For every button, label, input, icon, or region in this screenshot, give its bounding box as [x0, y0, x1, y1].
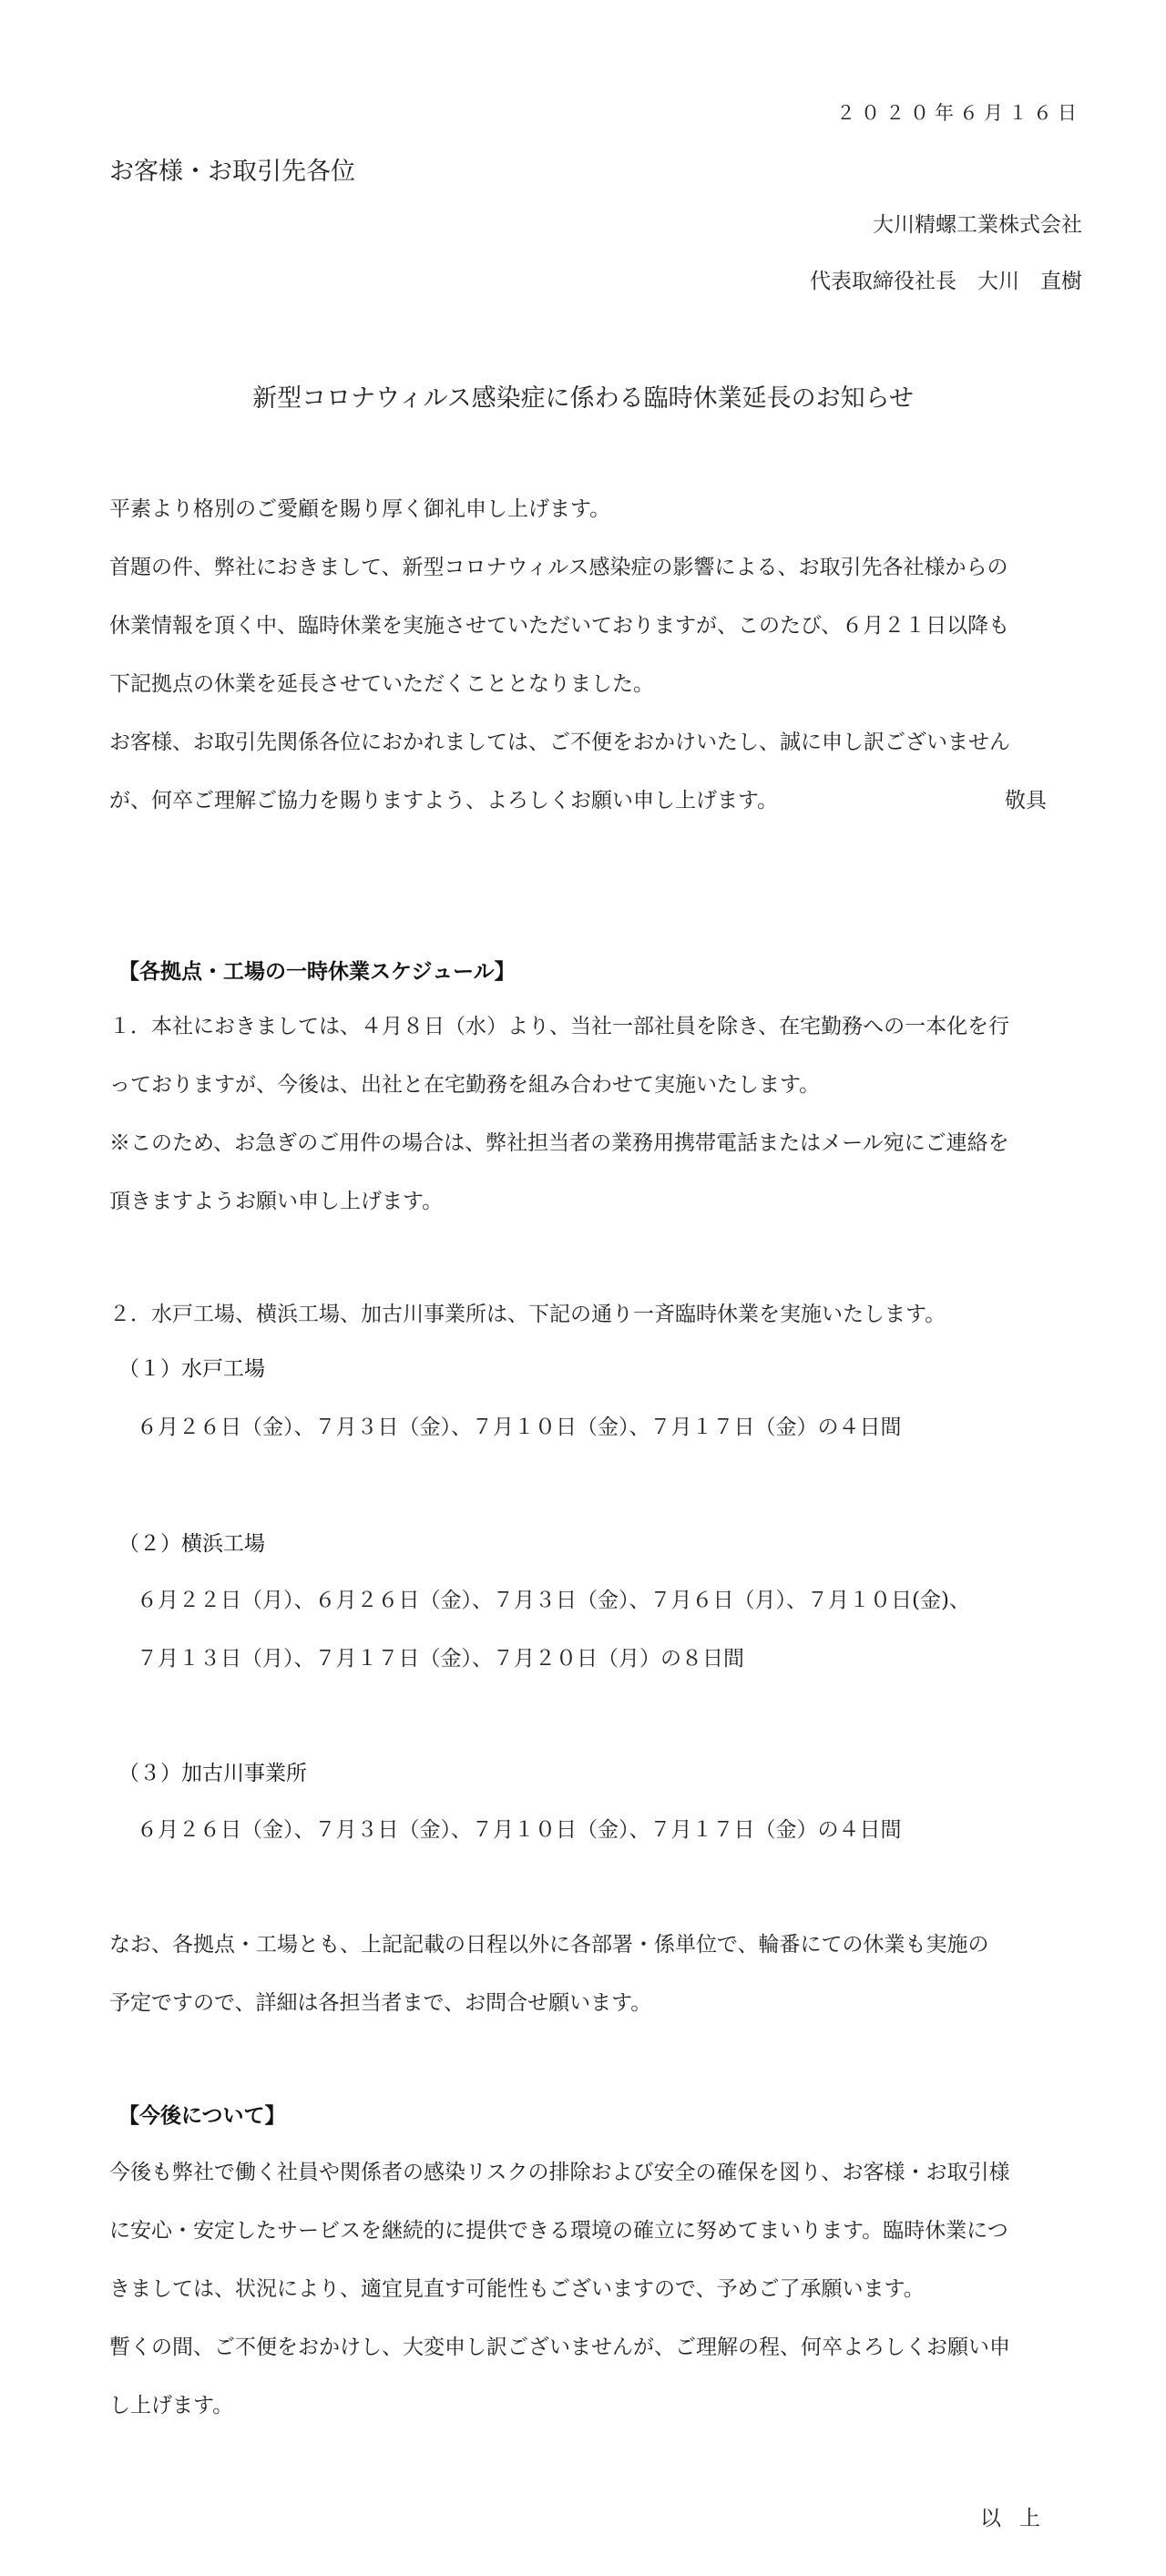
future-line: に安心・安定したサービスを継続的に提供できる環境の確立に努めてまいります。臨時休業につ — [109, 2219, 1008, 2243]
site-yokohama-dates: ７月１３日（月）、７月１７日（金）、７月２０日（月）の８日間 — [137, 1647, 744, 1671]
closing-mark: 以上 — [980, 2507, 1059, 2530]
intro-line: お客様、お取引先関係各位におかれましては、ご不便をおかけいたし、誠に申し訳ございません — [109, 731, 1010, 754]
recipient: お客様・お取引先各位 — [109, 158, 355, 186]
notice-title: 新型コロナウィルス感染症に係わる臨時休業延長のお知らせ — [252, 384, 914, 413]
future-line: 今後も弊社で働く社員や関係者の感染リスクの排除および安全の確保を図り、お客様・お取引様 — [109, 2161, 1010, 2184]
future-line: 暫くの間、ご不便をおかけし、大変申し訳ございませんが、ご理解の程、何卒よろしくお願い申 — [109, 2336, 1010, 2359]
intro-line: 休業情報を頂く中、臨時休業を実施させていただいておりますが、このたび、６月２１日以降も — [109, 614, 1010, 638]
future-heading: 【今後について】 — [118, 2104, 286, 2128]
site-yokohama-dates: ６月２２日（月）、６月２６日（金）、７月３日（金）、７月６日（月）、７月１０日(金)、 — [137, 1589, 970, 1612]
schedule-note-line: 予定ですので、詳細は各担当者まで、お問合せ願います。 — [109, 1991, 652, 2015]
intro-line: が、何卒ご理解ご協力を賜りますよう、よろしくお願い申し上げます。 — [109, 789, 779, 813]
site-kakogawa-heading: （３）加古川事業所 — [118, 1762, 307, 1785]
intro-line: 下記拠点の休業を延長させていただくこととなりました。 — [109, 672, 654, 696]
site-kakogawa-dates: ６月２６日（金）、７月３日（金）、７月１０日（金）、７月１７日（金）の４日間 — [137, 1818, 902, 1842]
schedule-item1-line: １．本社におきましては、４月８日（水）より、当社一部社員を除き、在宅勤務への一本化を行 — [109, 1015, 1010, 1038]
schedule-item1-line: 頂きますようお願い申し上げます。 — [109, 1190, 444, 1213]
keigu-signoff: 敬具 — [1005, 789, 1047, 813]
schedule-note-line: なお、各拠点・工場とも、上記記載の日程以外に各部署・係単位で、輪番にての休業も実施の — [109, 1933, 989, 1957]
issue-date: ２０２０年６月１６日 — [836, 102, 1082, 124]
intro-line: 首題の件、弊社におきまして、新型コロナウィルス感染症の影響による、お取引先各社様からの — [109, 556, 1008, 579]
site-mito-heading: （１）水戸工場 — [118, 1357, 265, 1381]
site-mito-dates: ６月２６日（金）、７月３日（金）、７月１０日（金）、７月１７日（金）の４日間 — [137, 1416, 902, 1439]
schedule-item2-intro: ２．水戸工場、横浜工場、加古川事業所は、下記の通り一斉臨時休業を実施いたします。 — [109, 1303, 946, 1326]
site-yokohama-heading: （２）横浜工場 — [118, 1532, 265, 1556]
intro-line: 平素より格別のご愛顧を賜り厚く御礼申し上げます。 — [109, 497, 611, 521]
future-line: きましては、状況により、適宜見直す可能性もございますので、予めご了承願います。 — [109, 2277, 925, 2301]
representative-name: 代表取締役社長 大川 直樹 — [810, 270, 1082, 293]
schedule-item1-line: ※このため、お急ぎのご用件の場合は、弊社担当者の業務用携帯電話またはメール宛にご連絡を — [109, 1131, 1009, 1155]
company-name: 大川精螺工業株式会社 — [873, 213, 1082, 237]
schedule-item1-line: っておりますが、今後は、出社と在宅勤務を組み合わせて実施いたします。 — [109, 1073, 821, 1097]
schedule-heading: 【各拠点・工場の一時休業スケジュール】 — [118, 960, 516, 984]
future-line: し上げます。 — [109, 2394, 234, 2418]
